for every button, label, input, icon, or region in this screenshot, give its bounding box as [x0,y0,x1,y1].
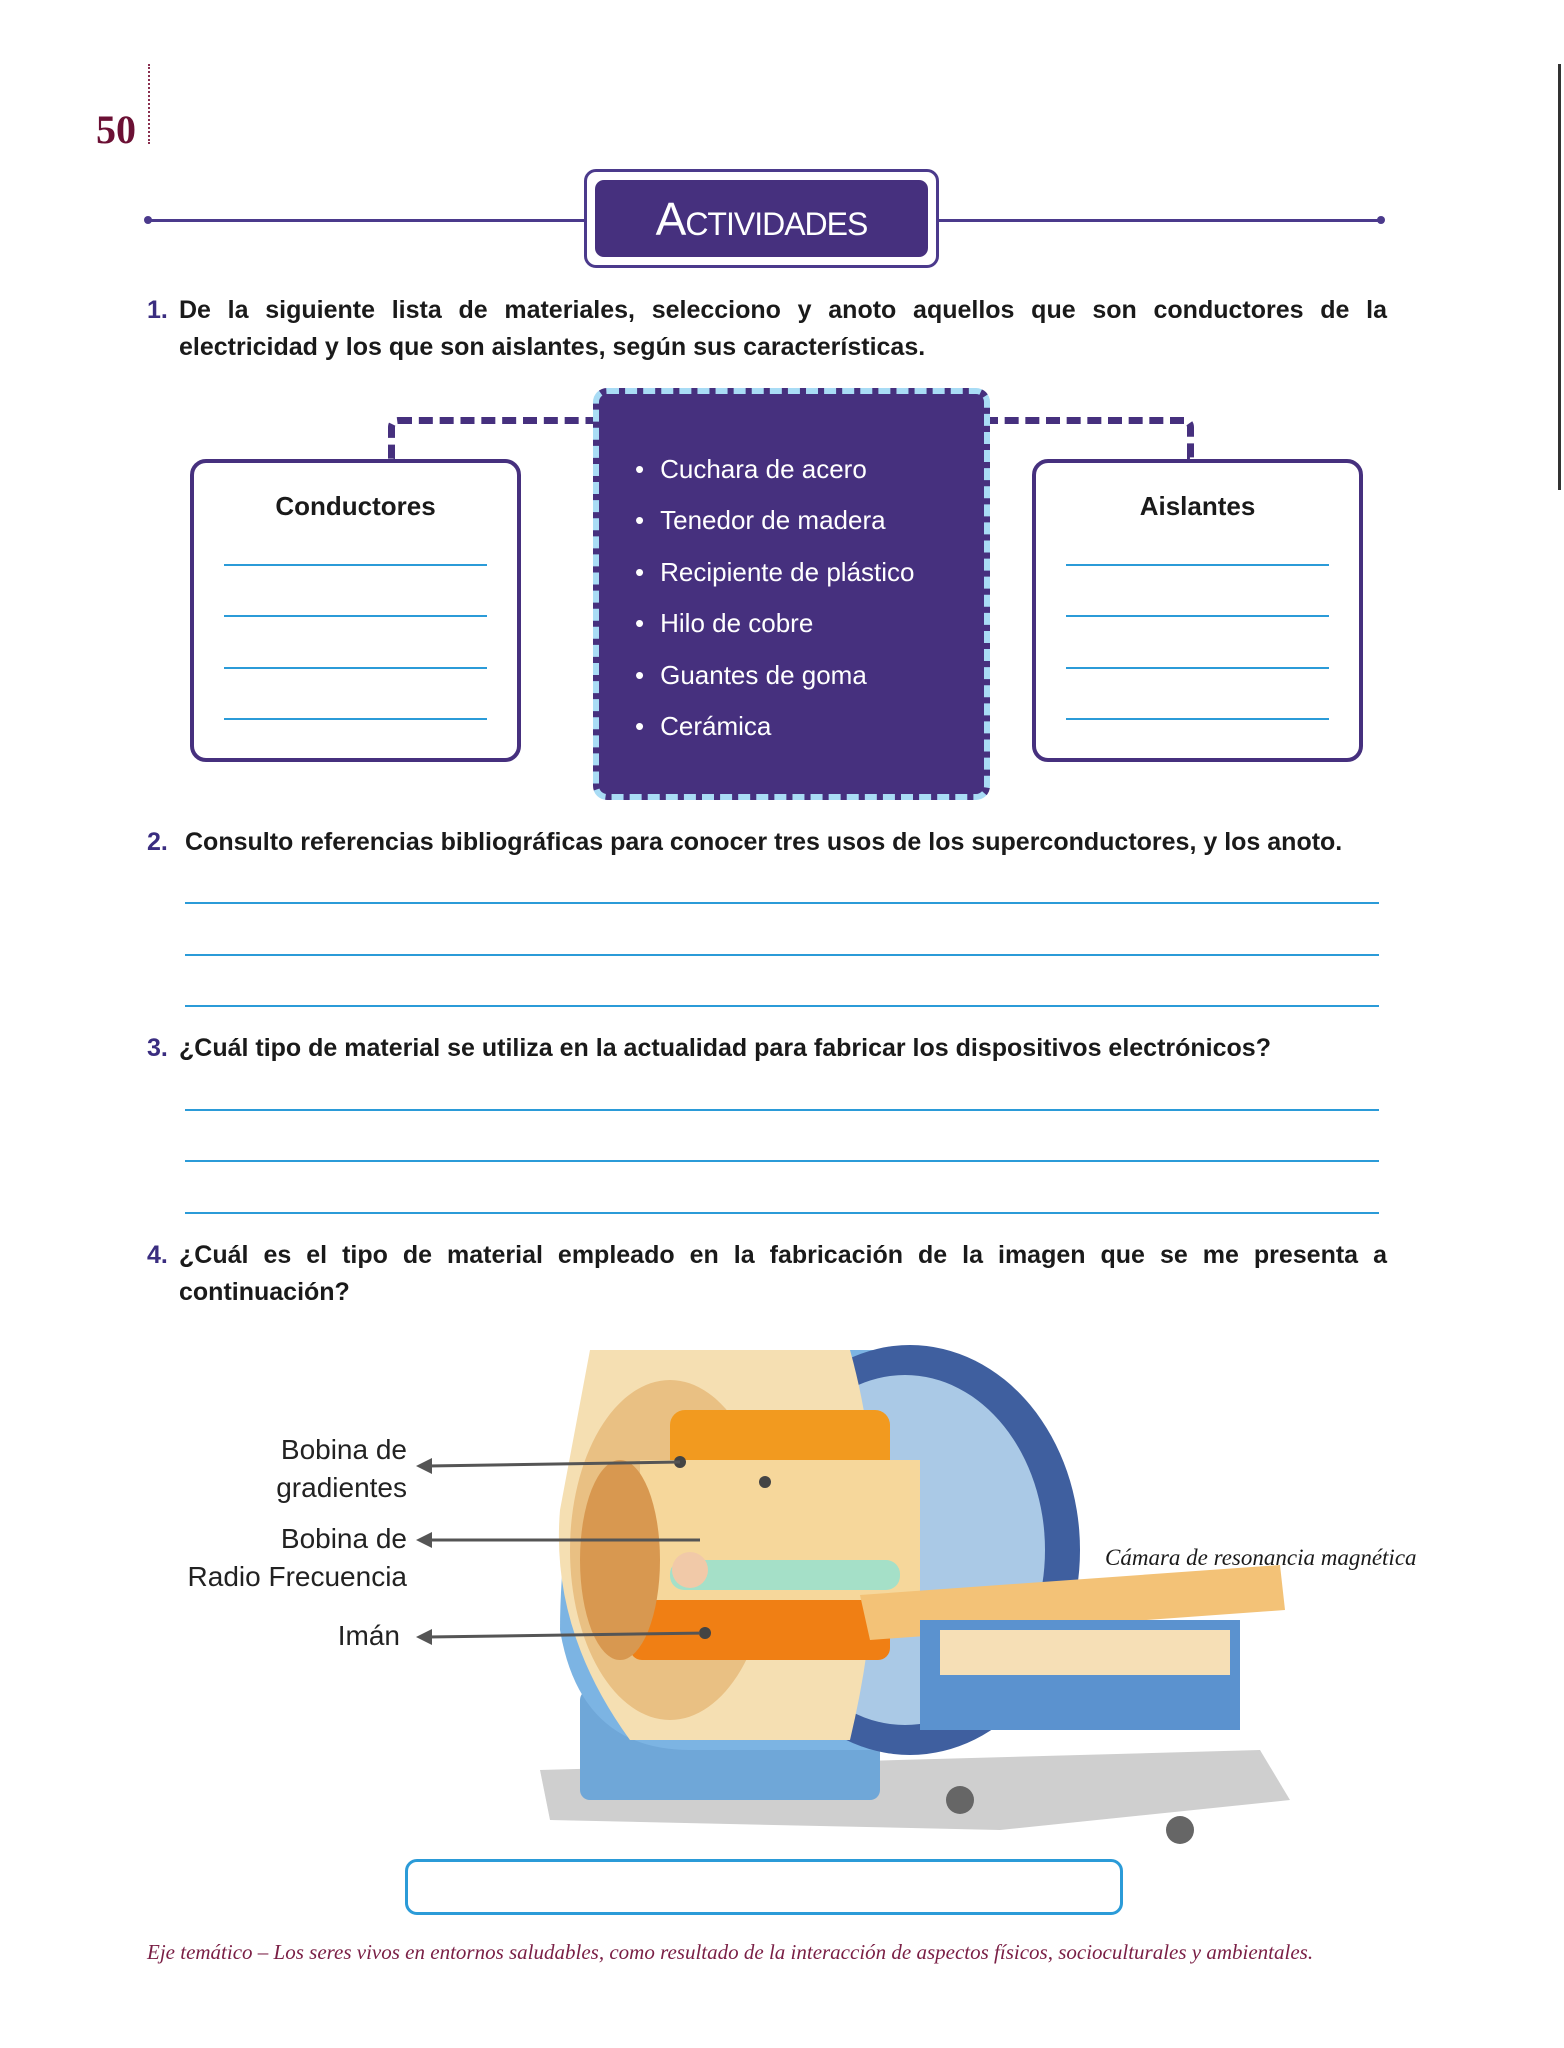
arrow-gradientes [428,1462,680,1466]
answer-line[interactable] [185,902,1379,904]
material-item: • Tenedor de madera [635,505,915,556]
conductores-box[interactable] [190,459,521,762]
arrowhead-icon [416,1629,432,1645]
question-number: 4. [147,1241,168,1269]
answer-line[interactable] [185,954,1379,956]
label-bobina-gradientes [276,1431,407,1507]
section-badge [584,169,939,268]
question-number: 3. [147,1034,168,1062]
connector-left [388,417,600,463]
label-arrows [410,1440,700,1660]
figure-caption: Cámara de resonancia magnética [1105,1545,1417,1570]
arrow-iman [428,1633,700,1637]
materials-list-box [593,388,990,800]
question-1 [147,292,1387,366]
question-text: ¿Cuál tipo de material se utiliza en la actualidad para fabricar los dispositivos electrónicos? [179,1034,1271,1062]
question-3 [147,1030,1387,1067]
question-text: Consulto referencias bibliográficas para conocer tres usos de los superconductores, y los anoto. [185,828,1343,856]
wheel-icon [1166,1816,1194,1844]
material-item: • Guantes de goma [635,660,915,711]
question-number: 1. [147,296,168,324]
conductores-label: Conductores [275,491,436,521]
table-cushion [940,1630,1230,1675]
page-number-divider [148,64,150,144]
page-edge [1558,64,1561,490]
answer-line[interactable] [224,564,487,566]
answer-line[interactable] [185,1160,1379,1162]
section-title: Actividades [595,180,928,257]
label-iman: Imán [337,1620,400,1651]
label-line: Bobina de [280,1523,407,1554]
material-item: • Recipiente de plástico [635,557,915,608]
label-bobina-rf [188,1520,407,1596]
header-rule-left [147,219,587,222]
arrowhead-icon [416,1458,432,1474]
header-rule-right [939,219,1381,222]
rule-dot [1377,216,1385,224]
question-text: ¿Cuál es el tipo de material empleado en la fabricación de la imagen que se me presenta a continuación? [179,1241,1387,1306]
page-number: 50 [96,107,136,152]
answer-line[interactable] [224,667,487,669]
material-item: • Hilo de cobre [635,608,915,659]
wheel-icon [946,1786,974,1814]
connector-right [984,417,1194,463]
answer-line[interactable] [224,615,487,617]
pointer-dot [759,1476,771,1488]
arrowhead-icon [416,1532,432,1548]
answer-line[interactable] [1066,718,1329,720]
material-item: • Cerámica [635,711,915,762]
answer-line[interactable] [185,1005,1379,1007]
answer-line[interactable] [1066,615,1329,617]
answer-line[interactable] [185,1109,1379,1111]
question-number: 2. [147,828,168,856]
answer-line[interactable] [1066,667,1329,669]
pointer-dot [699,1627,711,1639]
footer-thematic-axis: Eje temático – Los seres vivos en entornos saludables, como resultado de la interacción de aspectos físicos, socioculturales y ambientales. [147,1940,1314,1964]
question-text: De la siguiente lista de materiales, selecciono y anoto aquellos que son conductores de la electricidad y los que son aislantes, según sus características. [179,296,1387,361]
label-line: Bobina de [280,1434,407,1465]
answer-line[interactable] [185,1212,1379,1214]
answer-box[interactable] [405,1859,1123,1915]
question-2 [147,824,1387,861]
answer-line[interactable] [1066,564,1329,566]
rule-dot [144,216,152,224]
label-line: gradientes [276,1472,407,1503]
label-line: Radio Frecuencia [187,1561,407,1592]
aislantes-box[interactable] [1032,459,1363,762]
aislantes-label: Aislantes [1139,491,1256,521]
question-4 [147,1237,1387,1311]
material-item: • Cuchara de acero [635,454,915,505]
arrow-rf [428,1483,700,1540]
answer-line[interactable] [224,718,487,720]
